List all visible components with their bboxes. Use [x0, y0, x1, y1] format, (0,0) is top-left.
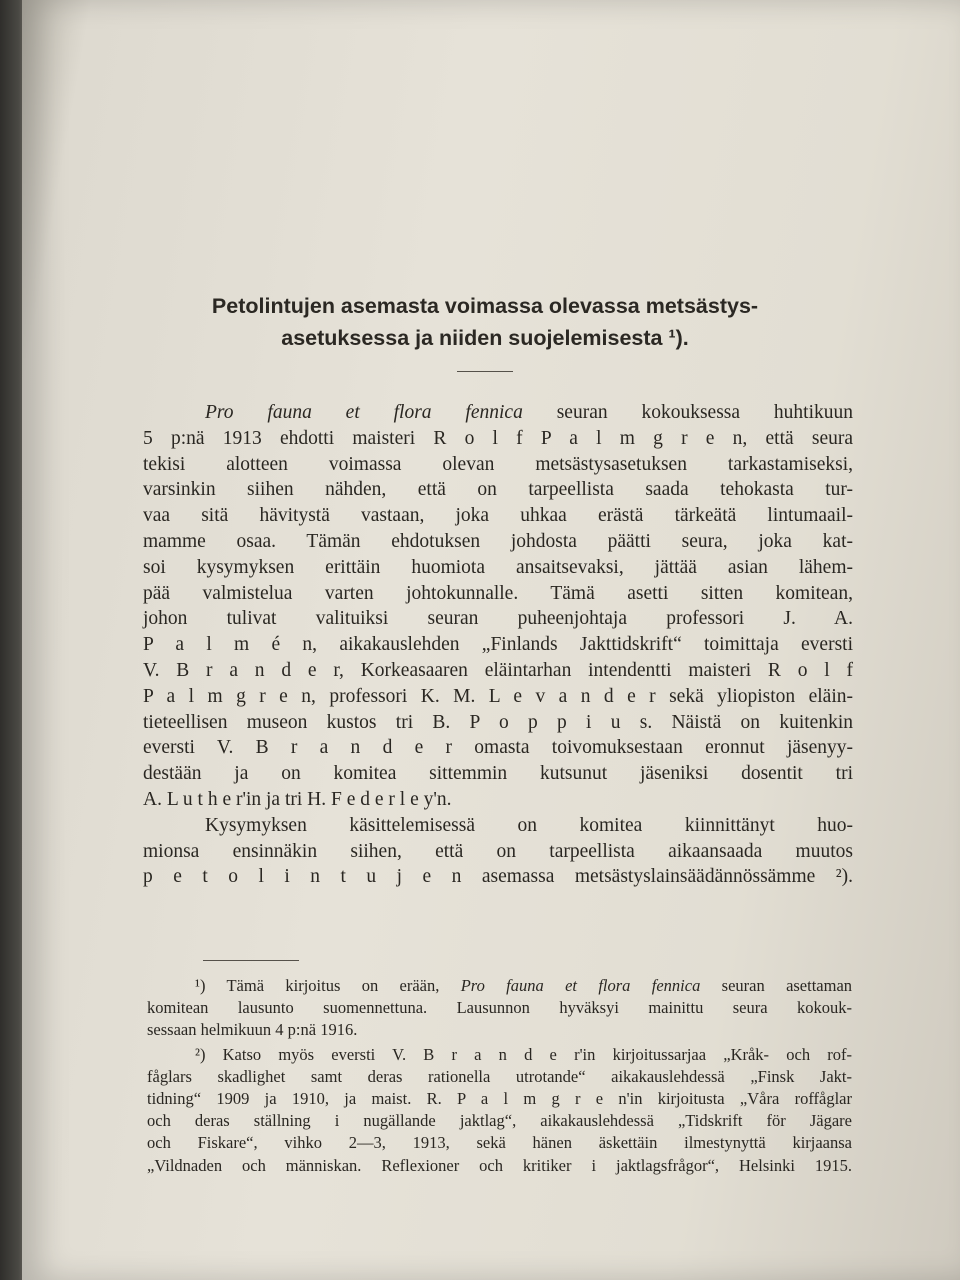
body-line: mamme osaa. Tämän ehdotuksen johdosta päätti seura, joka kat- — [143, 530, 853, 552]
body-line: tekisi alotteen voimassa olevan metsästysasetuksen tarkastamiseksi, — [143, 453, 853, 475]
title-line-2: asetuksessa ja niiden suojelemisesta ¹). — [281, 326, 689, 350]
body-line: vaa sitä hävitystä vastaan, joka uhkaa erästä tärkeätä lintumaail- — [143, 505, 853, 527]
footnote-line: fåglars skadlighet samt deras rationella utrotande“ aikakauslehdessä „Finsk Jakt- — [147, 1066, 852, 1086]
body-line — [143, 400, 853, 426]
body-line: V. B r a n d e r, Korkeasaaren eläintarhan intendentti maisteri R o l f — [143, 659, 853, 681]
body-line: destään ja on komitea sittemmin kutsunut jäseniksi dosentit tri — [143, 763, 853, 785]
title-divider — [457, 371, 513, 372]
body-line: tieteellisen museon kustos tri B. P o p p i u s. Näistä on kuitenkin — [143, 711, 853, 733]
article-body — [143, 400, 853, 890]
body-line: 5 p:nä 1913 ehdotti maisteri R o l f P a l m g r e n, että seura — [143, 427, 853, 449]
footnote-line: „Vildnaden och människan. Reflexioner och kritiker i jaktlagsfrågor“, Helsinki 1915. — [147, 1155, 852, 1175]
footnote-line: tidning“ 1909 ja 1910, ja maist. R. P a l m g r e n'in kirjoitusta „Våra roffåglar — [147, 1089, 852, 1109]
footnote-text: ¹) Tämä kirjoitus on erään, — [195, 976, 440, 995]
body-line-rest: seuran kokouksessa huhtikuun — [556, 402, 853, 423]
footnote-line — [147, 975, 852, 997]
body-line: P a l m g r e n, professori K. M. L e v a n d e r sekä yliopiston eläin- — [143, 685, 853, 707]
footnotes — [147, 975, 852, 1177]
footnote-line: komitean lausunto suomennettuna. Lausunnon hyväksyi mainittu seura kokouk- — [147, 998, 852, 1018]
body-line: mionsa ensinnäkin siihen, että on tarpeellista aikaansaada muutos — [143, 840, 853, 862]
footnote-divider — [203, 960, 299, 961]
footnote-italic-part: Pro fauna et flora fennica — [460, 976, 701, 995]
footnote-line: sessaan helmikuun 4 p:nä 1916. — [147, 1020, 358, 1040]
body-line: eversti V. B r a n d e r omasta toivomuksestaan eronnut jäsenyy- — [143, 737, 853, 759]
body-line: soi kysymyksen erittäin huomiota ansaitsevaksi, jättää asian lähem- — [143, 556, 853, 578]
body-line-italic-part: Pro fauna et flora fennica — [205, 402, 523, 423]
body-line: A. L u t h e r'in ja tri H. F e d e r l e y'n. — [143, 788, 452, 810]
body-line: Kysymyksen käsittelemisessä on komitea kiinnittänyt huo- — [205, 814, 853, 836]
body-line: P a l m é n, aikakauslehden „Finlands Jakttidskrift“ toimittaja eversti — [143, 634, 853, 656]
article-title — [140, 290, 830, 354]
title-line-1: Petolintujen asemasta voimassa olevassa metsästys- — [211, 294, 759, 318]
footnote-text: seuran asettaman — [721, 976, 853, 995]
body-line: johon tulivat valituiksi seuran puheenjohtaja professori J. A. — [143, 608, 853, 630]
footnote-line: och Fiskare“, vihko 2—3, 1913, sekä hänen äskettäin ilmestynyttä kirjaansa — [147, 1133, 852, 1153]
body-line: pää valmistelua varten johtokunnalle. Tämä asetti sitten komitean, — [143, 582, 853, 604]
body-line: p e t o l i n t u j e n asemassa metsästyslainsäädännössämme ²). — [143, 866, 853, 888]
body-line: varsinkin siihen nähden, että on tarpeellista saada tehokasta tur- — [143, 479, 853, 501]
footnote-line: ²) Katso myös eversti V. B r a n d e r'in kirjoitussarjaa „Kråk- och rof- — [195, 1044, 852, 1064]
footnote-line: och deras ställning i nugällande jaktlag“, aikakauslehdessä „Tidskrift för Jägare — [147, 1111, 852, 1131]
